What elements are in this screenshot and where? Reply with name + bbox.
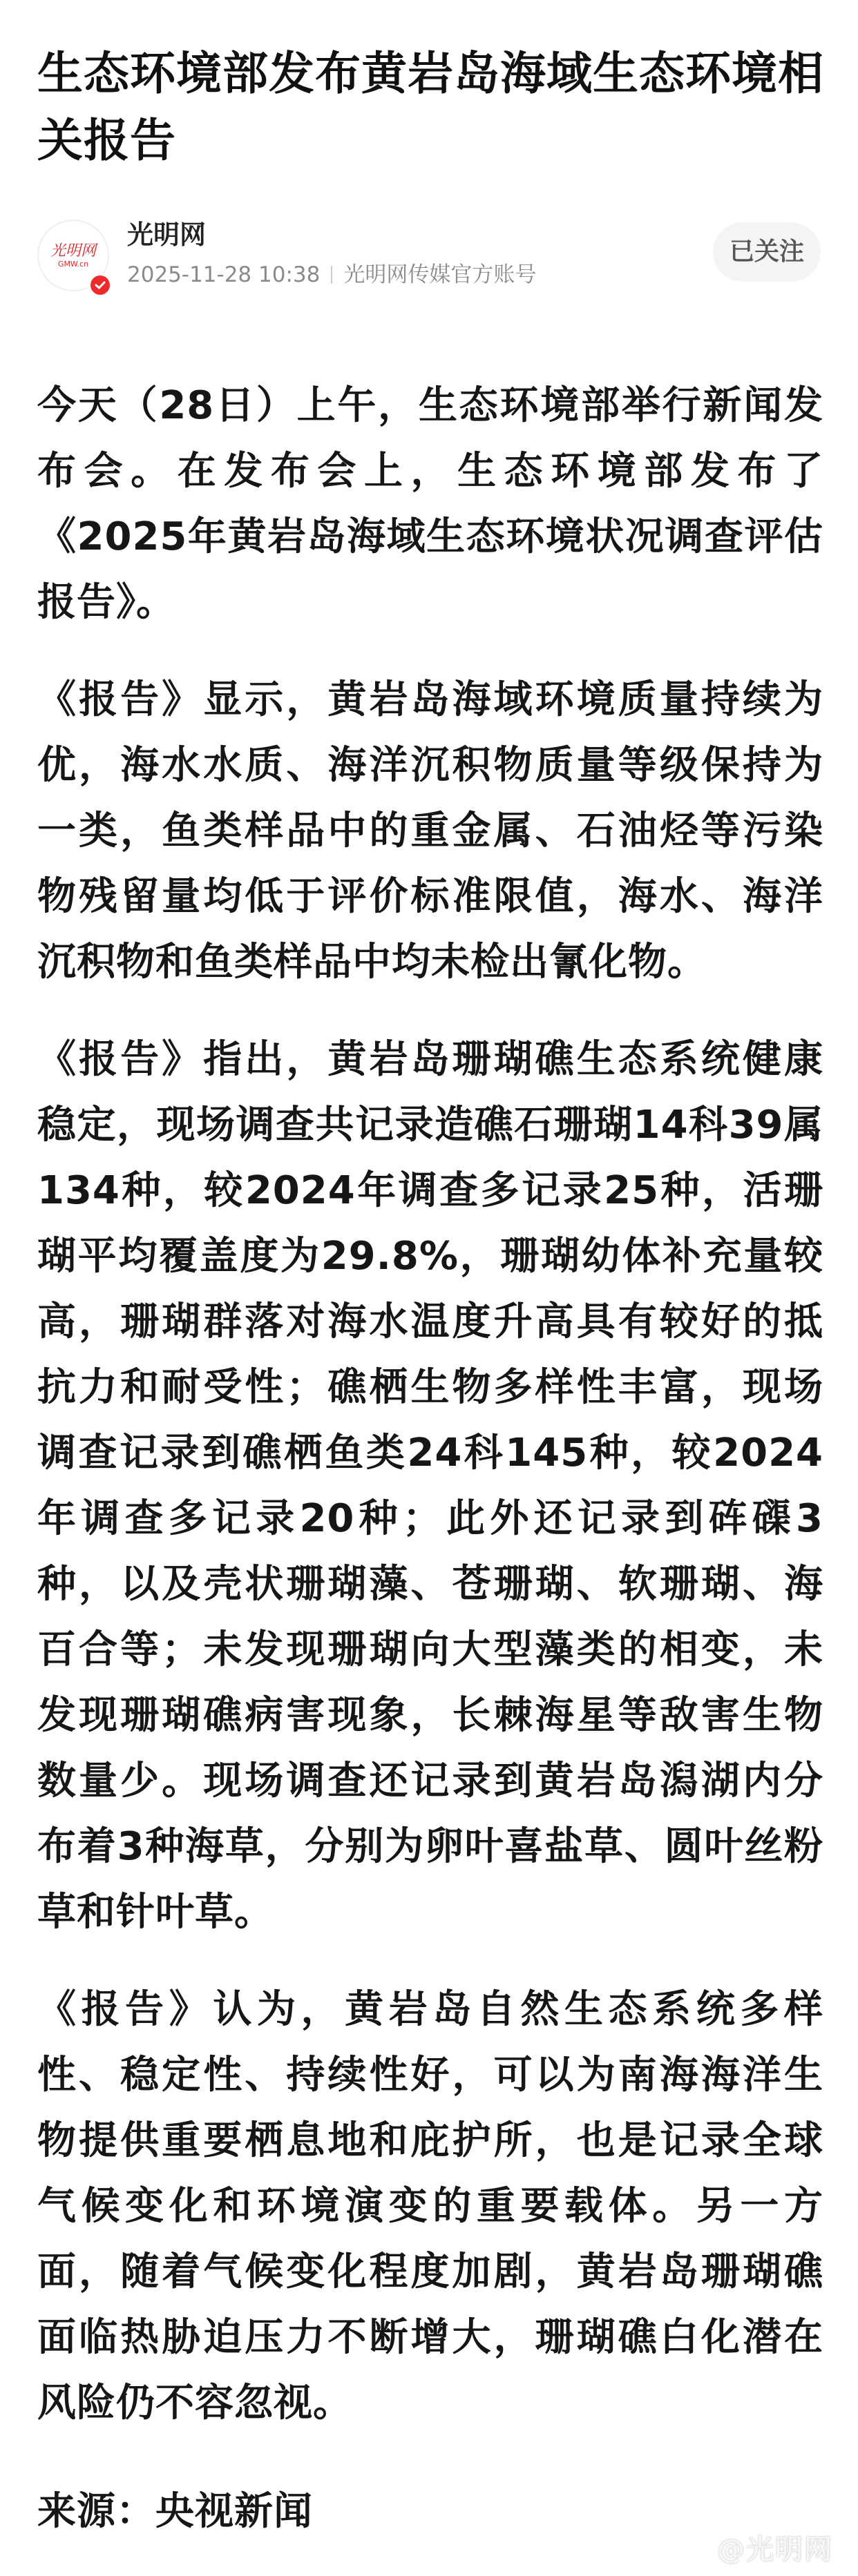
post-meta [127, 261, 536, 289]
account-description: 光明网传媒官方账号 [343, 262, 537, 287]
article-paragraph: 《报告》指出，黄岩岛珊瑚礁生态系统健康稳定，现场调查共记录造礁石珊瑚14科39属134种，较2024年调查多记录25种，活珊瑚平均覆盖度为29.8%，珊瑚幼体补充量较高，珊瑚群落对海水温度升高具有较好的抵抗力和耐受性；礁栖生物多样性丰富，现场调查记录到礁栖鱼类24科145种，较2024年调查多记录20种；此外还记录到砗磲3种，以及壳状珊瑚藻、苍珊瑚、软珊瑚、海百合等；未发现珊瑚向大型藻类的相变，未发现珊瑚礁病害现象，长棘海星等敌害生物数量少。现场调查还记录到黄岩岛潟湖内分布着3种海草，分别为卵叶喜盐草、圆叶丝粉草和针叶草。 [37, 1037, 823, 1935]
article-title: 生态环境部发布黄岩岛海域生态环境相关报告 [37, 47, 824, 167]
article-paragraph: 《报告》认为，黄岩岛自然生态系统多样性、稳定性、持续性好，可以为南海海洋生物提供重要栖息地和庇护所，也是记录全球气候变化和环境演变的重要载体。另一方面，随着气候变化程度加剧，黄岩岛珊瑚礁面临热胁迫压力不断增大，珊瑚礁白化潜在风险仍不容忽视。 [37, 1987, 823, 2425]
verified-badge [88, 273, 112, 297]
avatar-subtext: GMW.cn [57, 260, 89, 269]
follow-button[interactable]: 已关注 [713, 222, 821, 282]
author-avatar[interactable] [37, 220, 109, 291]
avatar-text: 光明网 [50, 242, 97, 260]
post-date: 2025-11-28 10:38 [127, 262, 321, 287]
watermark: @光明网 [717, 2534, 833, 2566]
article-paragraph: 今天（28日）上午，生态环境部举行新闻发布会。在发布会上，生态环境部发布了《2025年黄岩岛海域生态环境状况调查评估报告》。 [37, 383, 823, 625]
article-paragraph: 《报告》显示，黄岩岛海域环境质量持续为优，海水水质、海洋沉积物质量等级保持为一类，鱼类样品中的重金属、石油烃等污染物残留量均低于评价标准限值，海水、海洋沉积物和鱼类样品中均未检出氰化物。 [37, 677, 823, 985]
author-name[interactable]: 光明网 [127, 220, 207, 250]
article-body [37, 373, 823, 2468]
article-source: 来源：央视新闻 [37, 2489, 313, 2534]
author-bar [37, 214, 821, 297]
meta-divider [331, 266, 332, 284]
verified-check-icon [93, 278, 107, 292]
